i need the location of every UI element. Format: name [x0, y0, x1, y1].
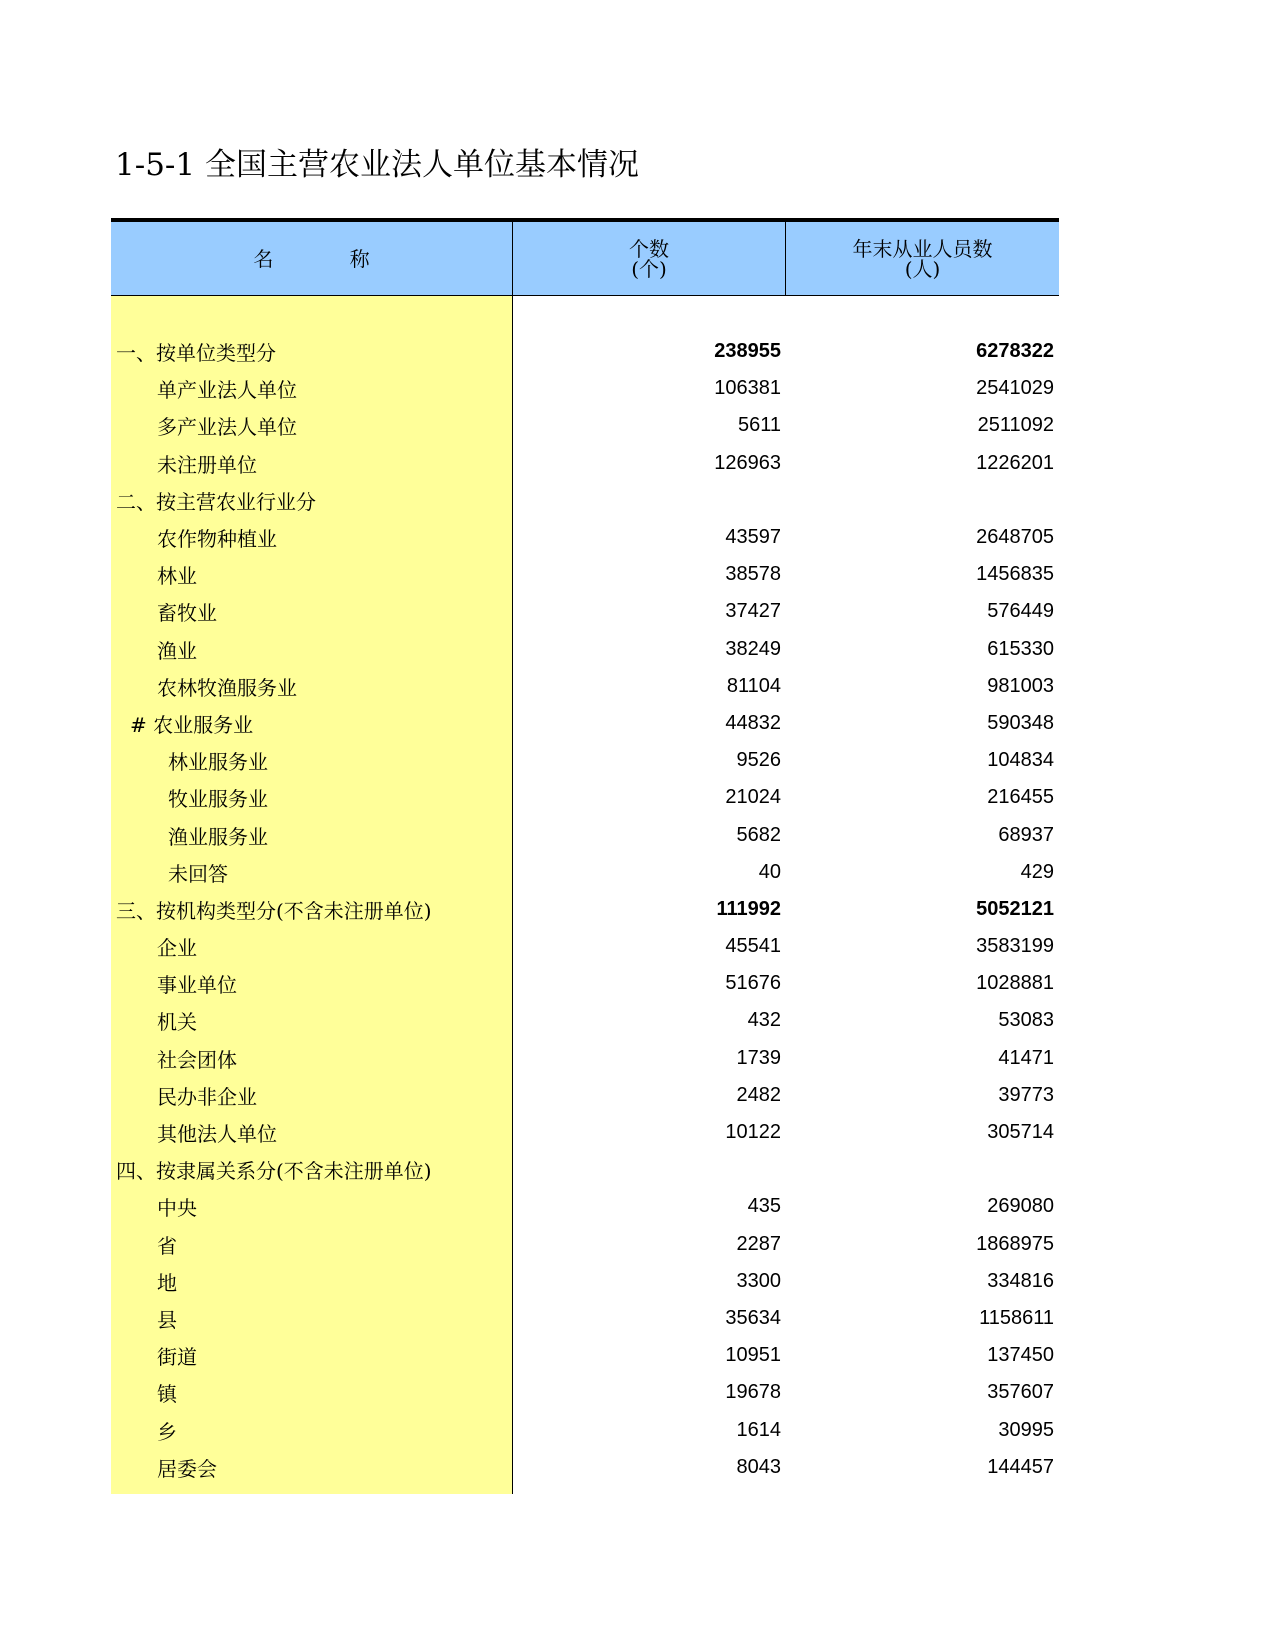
cell-count: 2287: [736, 1232, 781, 1255]
cell-staff: 41471: [998, 1046, 1054, 1069]
table-row: [513, 482, 1059, 519]
cell-count: 51676: [725, 972, 781, 995]
row-name: 镇: [157, 1382, 177, 1407]
value-columns: [513, 296, 1059, 1494]
cell-count: 37427: [725, 600, 781, 623]
table-row: [513, 445, 1059, 482]
cell-staff: 1028881: [976, 972, 1054, 995]
table-row: [513, 965, 1059, 1002]
cell-staff: 1868975: [976, 1232, 1054, 1255]
row-name: 民办非企业: [157, 1084, 257, 1109]
row-name: 企业: [157, 936, 197, 961]
table-body: [111, 296, 1059, 1494]
cell-staff: 1456835: [976, 563, 1054, 586]
cell-staff: 615330: [987, 637, 1054, 660]
cell-staff: 1158611: [979, 1306, 1054, 1329]
cell-count: 19678: [725, 1381, 781, 1404]
cell-staff: 334816: [987, 1269, 1054, 1292]
cell-count: 106381: [714, 377, 781, 400]
row-name: 林业服务业: [168, 750, 268, 775]
table-row: [513, 928, 1059, 965]
statistics-table: [111, 218, 1059, 1494]
cell-staff: 39773: [998, 1083, 1054, 1106]
cell-staff: 3583199: [976, 935, 1054, 958]
table-row: [513, 742, 1059, 779]
row-name: 畜牧业: [157, 601, 217, 626]
header-count-label: 个数: [629, 236, 669, 261]
row-name: 多产业法人单位: [157, 415, 297, 440]
row-name: 未回答: [168, 861, 228, 886]
cell-count: 5682: [736, 823, 781, 846]
cell-staff: 68937: [998, 823, 1054, 846]
table-row: [513, 1114, 1059, 1151]
row-name: 县: [157, 1307, 177, 1332]
row-name: 事业单位: [157, 973, 237, 998]
table-row: [513, 333, 1059, 370]
cell-staff: 5052121: [976, 897, 1054, 920]
table-row: [513, 407, 1059, 444]
row-name: 渔业: [157, 638, 197, 663]
name-column: [111, 296, 513, 1494]
header-count-unit: (个): [631, 256, 667, 281]
page-title: 1-5-1 全国主营农业法人单位基本情况: [115, 147, 639, 183]
cell-count: 238955: [714, 340, 781, 363]
row-name: 居委会: [157, 1456, 217, 1481]
row-name: 省: [157, 1233, 177, 1258]
cell-count: 3300: [736, 1269, 781, 1292]
table-row: [513, 668, 1059, 705]
cell-count: 10122: [725, 1121, 781, 1144]
row-name: 四、按隶属关系分(不含未注册单位): [116, 1159, 432, 1184]
cell-count: 1739: [736, 1046, 781, 1069]
cell-count: 432: [747, 1009, 781, 1032]
table-row: [513, 891, 1059, 928]
cell-staff: 144457: [987, 1455, 1054, 1478]
cell-count: 8043: [736, 1455, 781, 1478]
header-name: [111, 222, 513, 295]
cell-staff: 30995: [998, 1418, 1054, 1441]
table-row: [513, 1040, 1059, 1077]
cell-staff: 1226201: [976, 451, 1054, 474]
row-name: 未注册单位: [157, 452, 257, 477]
row-name: 街道: [157, 1345, 197, 1370]
cell-staff: 104834: [987, 749, 1054, 772]
cell-count: 38249: [725, 637, 781, 660]
cell-staff: 2648705: [976, 526, 1054, 549]
cell-staff: 216455: [987, 786, 1054, 809]
cell-staff: 357607: [987, 1381, 1054, 1404]
cell-staff: 981003: [987, 674, 1054, 697]
cell-count: 10951: [725, 1344, 781, 1367]
cell-count: 43597: [725, 526, 781, 549]
row-name: 地: [157, 1270, 177, 1295]
cell-count: 1614: [736, 1418, 781, 1441]
table-row: [513, 1300, 1059, 1337]
cell-staff: 305714: [987, 1121, 1054, 1144]
cell-count: 5611: [737, 414, 781, 437]
header-count: [513, 222, 786, 295]
header-staff-label: 年末从业人员数: [852, 236, 993, 261]
row-name: 机关: [157, 1010, 197, 1035]
row-name: 三、按机构类型分(不含未注册单位): [116, 898, 432, 923]
cell-count: 2482: [736, 1083, 781, 1106]
table-row: [513, 1077, 1059, 1114]
cell-staff: 53083: [998, 1009, 1054, 1032]
header-staff-unit: (人): [904, 256, 941, 281]
cell-staff: 2541029: [976, 377, 1054, 400]
row-name: 一、按单位类型分: [116, 341, 276, 366]
table-row: [513, 705, 1059, 742]
cell-staff: 6278322: [976, 340, 1054, 363]
row-name: 农林牧渔服务业: [157, 675, 297, 700]
table-row: [513, 1449, 1059, 1486]
cell-count: 9526: [736, 749, 781, 772]
table-row: [513, 556, 1059, 593]
table-row: [513, 1002, 1059, 1039]
row-name: 其他法人单位: [157, 1122, 277, 1147]
cell-count: 21024: [725, 786, 781, 809]
row-name: # 农业服务业: [130, 712, 254, 737]
row-name: 单产业法人单位: [157, 378, 297, 403]
table-row: [513, 779, 1059, 816]
cell-count: 45541: [725, 935, 781, 958]
row-name: 乡: [157, 1419, 177, 1444]
table-row: [513, 1151, 1059, 1188]
row-name: 牧业服务业: [168, 787, 268, 812]
cell-count: 40: [758, 860, 781, 883]
cell-count: 81104: [726, 674, 781, 697]
table-row: [513, 1263, 1059, 1300]
table-row: [513, 1374, 1059, 1411]
row-name: 中央: [157, 1196, 197, 1221]
table-row: [513, 593, 1059, 630]
row-name: 林业: [157, 564, 197, 589]
table-row: [513, 854, 1059, 891]
cell-staff: 429: [1020, 860, 1054, 883]
row-name: 二、按主营农业行业分: [116, 489, 316, 514]
table-row: [513, 1337, 1059, 1374]
row-name: 农作物种植业: [157, 527, 277, 552]
cell-count: 126963: [714, 451, 781, 474]
header-name-label: 名 称: [253, 246, 370, 271]
cell-count: 435: [747, 1195, 781, 1218]
table-row: [513, 519, 1059, 556]
table-row: [513, 370, 1059, 407]
header-staff: [786, 222, 1059, 295]
cell-count: 44832: [725, 711, 781, 734]
table-row: [513, 816, 1059, 853]
table-row: [513, 1188, 1059, 1225]
cell-staff: 137450: [987, 1344, 1054, 1367]
row-name: 社会团体: [157, 1047, 237, 1072]
cell-count: 38578: [725, 563, 781, 586]
table-header: [111, 218, 1059, 296]
cell-staff: 590348: [987, 711, 1054, 734]
cell-count: 35634: [725, 1306, 781, 1329]
row-name: 渔业服务业: [168, 824, 268, 849]
table-row: [513, 631, 1059, 668]
cell-staff: 2511092: [977, 414, 1054, 437]
cell-staff: 269080: [987, 1195, 1054, 1218]
table-row: [513, 1411, 1059, 1448]
table-row: [513, 1226, 1059, 1263]
cell-count: 111992: [716, 897, 781, 920]
cell-staff: 576449: [987, 600, 1054, 623]
